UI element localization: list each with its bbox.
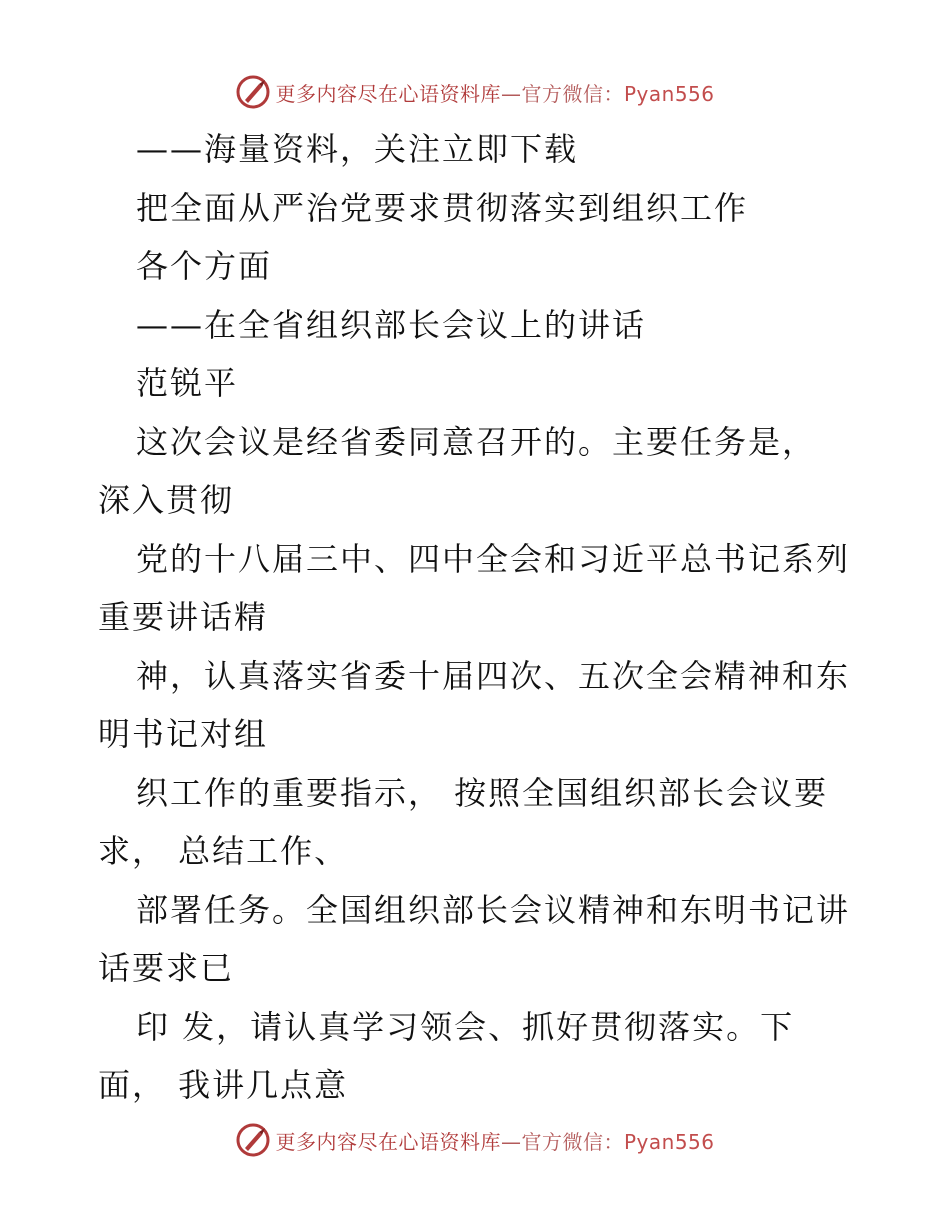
doc-line: 神，认真落实省委十届四次、五次全会精神和东: [136, 656, 851, 695]
document-body: [98, 120, 858, 1115]
doc-title-line-2: 各个方面: [136, 247, 273, 285]
banner-text: [275, 78, 714, 107]
doc-line: 面， 我讲几点意: [98, 1066, 349, 1104]
doc-line: 印 发，请认真学习领会、抓好贯彻落实。下: [136, 1007, 795, 1046]
banner-main-text: 更多内容尽在心语资料库: [275, 81, 501, 106]
header-watermark-banner: [0, 72, 950, 112]
banner-wechat-id: Pyan556: [623, 81, 715, 106]
doc-line: 求， 总结工作、: [98, 832, 349, 870]
doc-line: ——海量资料，关注立即下载: [136, 130, 579, 168]
banner-dash: —: [500, 81, 522, 106]
doc-line: 深入贯彻: [98, 481, 235, 519]
doc-subtitle: ——在全省组织部长会议上的讲话: [136, 305, 647, 344]
doc-author: 范锐平: [136, 364, 239, 402]
doc-line: 话要求已: [98, 949, 235, 987]
doc-line: 织工作的重要指示， 按照全国组织部长会议要: [136, 773, 829, 812]
doc-line: 重要讲话精: [98, 598, 269, 636]
doc-line: 这次会议是经省委同意召开的。主要任务是，: [136, 422, 817, 461]
doc-line: 部署任务。全国组织部长会议精神和东明书记讲: [136, 890, 851, 929]
doc-line: 明书记对组: [98, 715, 269, 753]
banner-main-text: 更多内容尽在心语资料库: [275, 1129, 501, 1154]
banner-dash: —: [500, 1129, 522, 1154]
footer-watermark-banner: [0, 1120, 950, 1160]
doc-title-line-1: 把全面从严治党要求贯彻落实到组织工作: [136, 188, 749, 227]
banner-official-label: 官方微信：: [521, 81, 624, 106]
banner-wechat-id: Pyan556: [623, 1129, 715, 1154]
quill-logo-icon: [235, 74, 271, 110]
doc-line: 党的十八届三中、四中全会和习近平总书记系列: [136, 539, 851, 578]
banner-official-label: 官方微信：: [521, 1129, 624, 1154]
banner-text: [275, 1126, 714, 1155]
quill-logo-icon: [235, 1122, 271, 1158]
